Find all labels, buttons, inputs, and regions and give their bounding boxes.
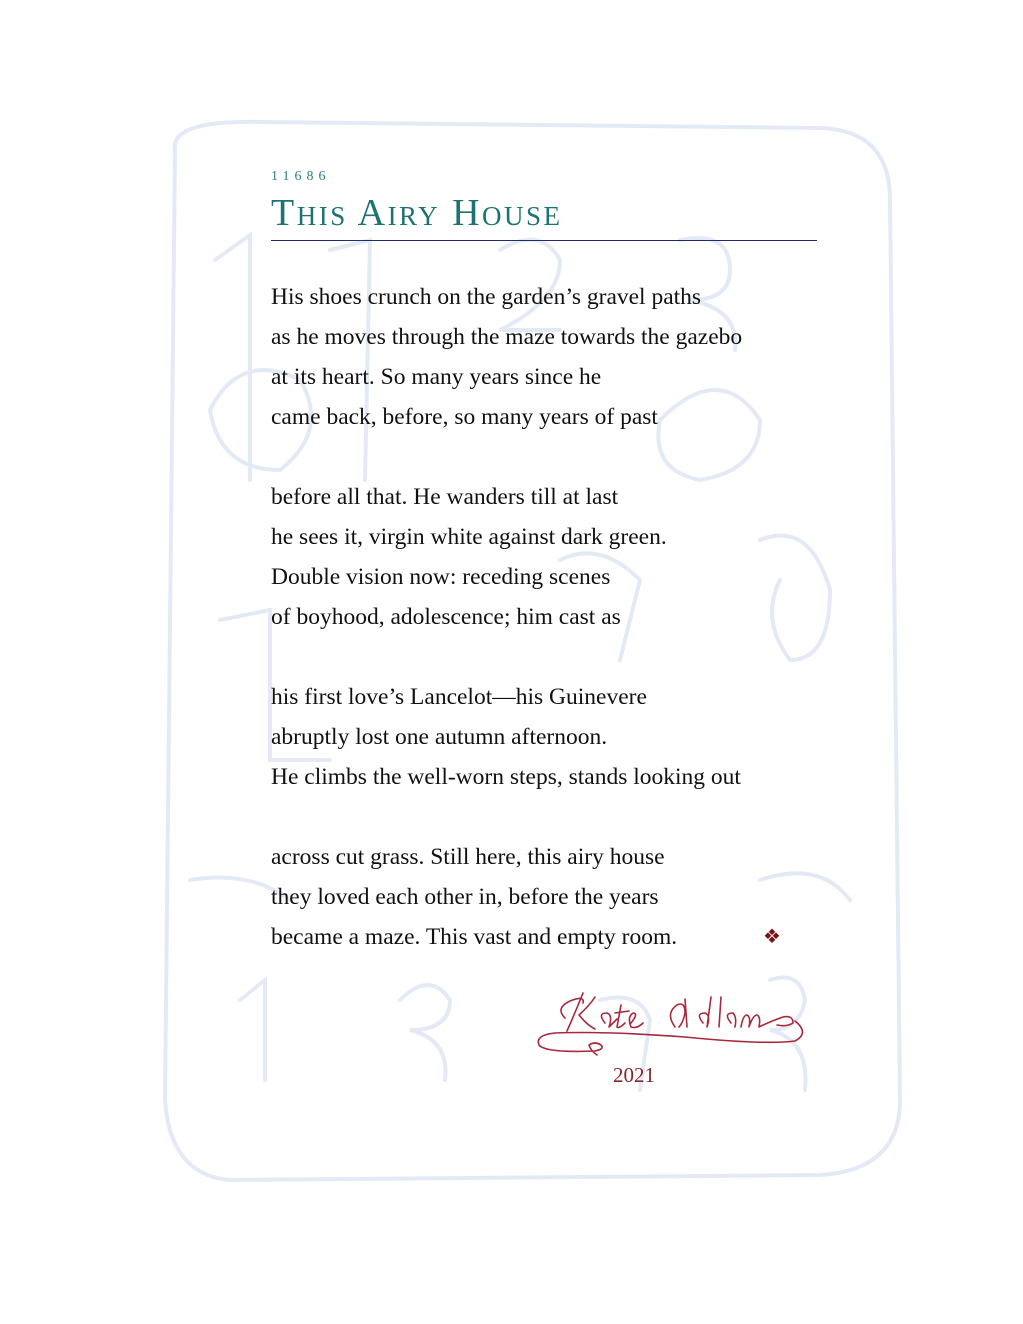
poem-title: This Airy House — [271, 192, 563, 234]
poem-line: he sees it, virgin white against dark green. — [271, 524, 667, 550]
poem-number: 11686 — [271, 169, 331, 184]
signature-year: 2021 — [613, 1063, 655, 1087]
stanza-2 — [271, 477, 817, 637]
poem-line: abruptly lost one autumn afternoon. — [271, 724, 608, 750]
poem-line: they loved each other in, before the years — [271, 884, 659, 910]
poem-line: Double vision now: receding scenes — [271, 564, 611, 590]
title-divider — [271, 240, 817, 241]
poem-line: as he moves through the maze towards the gazebo — [271, 324, 743, 350]
poem-line: His shoes crunch on the garden’s gravel paths — [271, 284, 702, 310]
stanza-3 — [271, 677, 817, 797]
poem-line: before all that. He wanders till at last — [271, 484, 619, 510]
stanza-4 — [271, 837, 817, 957]
poem-line: He climbs the well-worn steps, stands looking out — [271, 764, 741, 790]
end-ornament-icon: ❖ — [763, 926, 781, 948]
poem-line: his first love’s Lancelot—his Guinevere — [271, 684, 647, 710]
poem-line: of boyhood, adolescence; him cast as — [271, 604, 621, 630]
signature-kate-adams — [535, 983, 815, 1063]
poem-body — [271, 277, 817, 957]
poem-line: at its heart. So many years since he — [271, 364, 602, 390]
poem-line-text: became a maze. This vast and empty room. — [271, 924, 678, 950]
poem-line — [271, 917, 817, 957]
poem-page — [271, 168, 817, 1087]
poem-line: across cut grass. Still here, this airy house — [271, 844, 665, 870]
poem-line: came back, before, so many years of past — [271, 404, 658, 430]
stanza-1 — [271, 277, 817, 437]
